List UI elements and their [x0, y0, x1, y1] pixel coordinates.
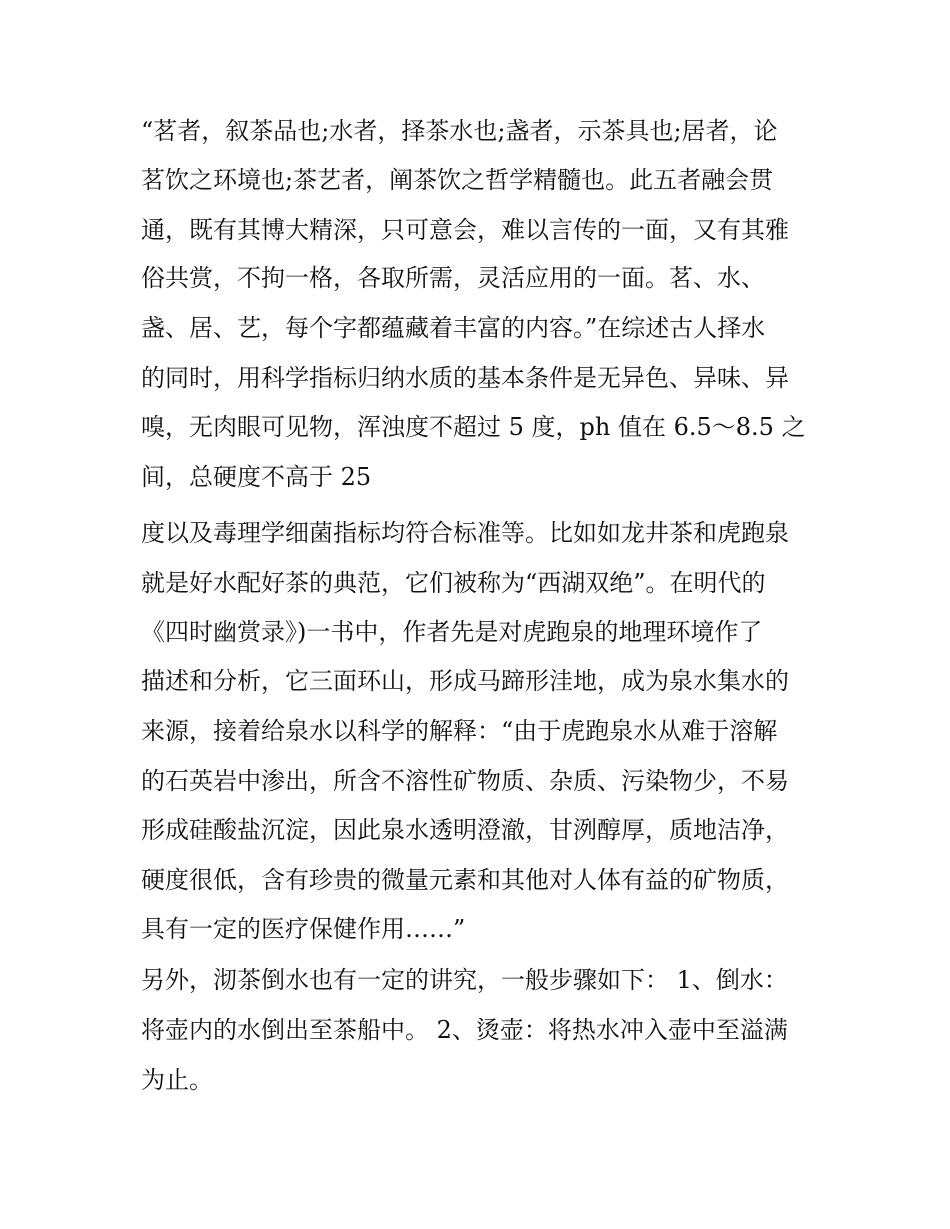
text-line: 另外，沏茶倒水也有一定的讲究，一般步骤如下： 1、倒水： — [141, 966, 788, 994]
text-line: 的同时，用科学指标归纳水质的基本条件是无异色、异味、异 — [141, 364, 789, 392]
text-line: 通，既有其博大精深，只可意会，难以言传的一面，又有其雅 — [141, 216, 789, 244]
text-line: 形成硅酸盐沉淀，因此泉水透明澄澈，甘洌醇厚，质地洁净， — [141, 816, 789, 844]
text-line: 将壶内的水倒出至茶船中。 2、烫壶：将热水冲入壶中至溢满 — [141, 1016, 788, 1044]
text-line: 盏、居、艺，每个字都蕴藏着丰富的内容。”在综述古人择水 — [141, 314, 766, 342]
text-line: 具有一定的医疗保健作用……” — [141, 915, 466, 943]
text-line: 硬度很低，含有珍贵的微量元素和其他对人体有益的矿物质， — [141, 866, 789, 894]
text-line: 俗共赏，不拘一格，各取所需，灵活应用的一面。茗、水、 — [141, 264, 765, 292]
text-line: 茗饮之环境也;茶艺者，阐茶饮之哲学精髓也。此五者融会贯 — [141, 166, 774, 194]
text-line: 来源，接着给泉水以科学的解释：“由于虎跑泉水从难于溶解 — [141, 717, 778, 745]
text-line: 为止。 — [141, 1066, 213, 1094]
text-line: 间，总硬度不高于 25 — [141, 463, 372, 491]
text-line: 嗅，无肉眼可见物，浑浊度不超过 5 度，ph 值在 6.5～8.5 之 — [141, 413, 806, 441]
text-line: “茗者，叙茶品也;水者，择茶水也;盏者，示茶具也;居者，论 — [141, 117, 778, 145]
text-line: 就是好水配好茶的典范，它们被称为“西湖双绝”。在明代的 — [141, 569, 766, 597]
text-line: 度以及毒理学细菌指标均符合标准等。比如如龙井茶和虎跑泉 — [141, 519, 789, 547]
text-line: 《四时幽赏录》)一书中，作者先是对虎跑泉的地理环境作了 — [141, 618, 763, 646]
text-line: 描述和分析，它三面环山，形成马蹄形洼地，成为泉水集水的 — [141, 667, 789, 695]
text-line: 的石英岩中渗出，所含不溶性矿物质、杂质、污染物少，不易 — [141, 767, 789, 795]
